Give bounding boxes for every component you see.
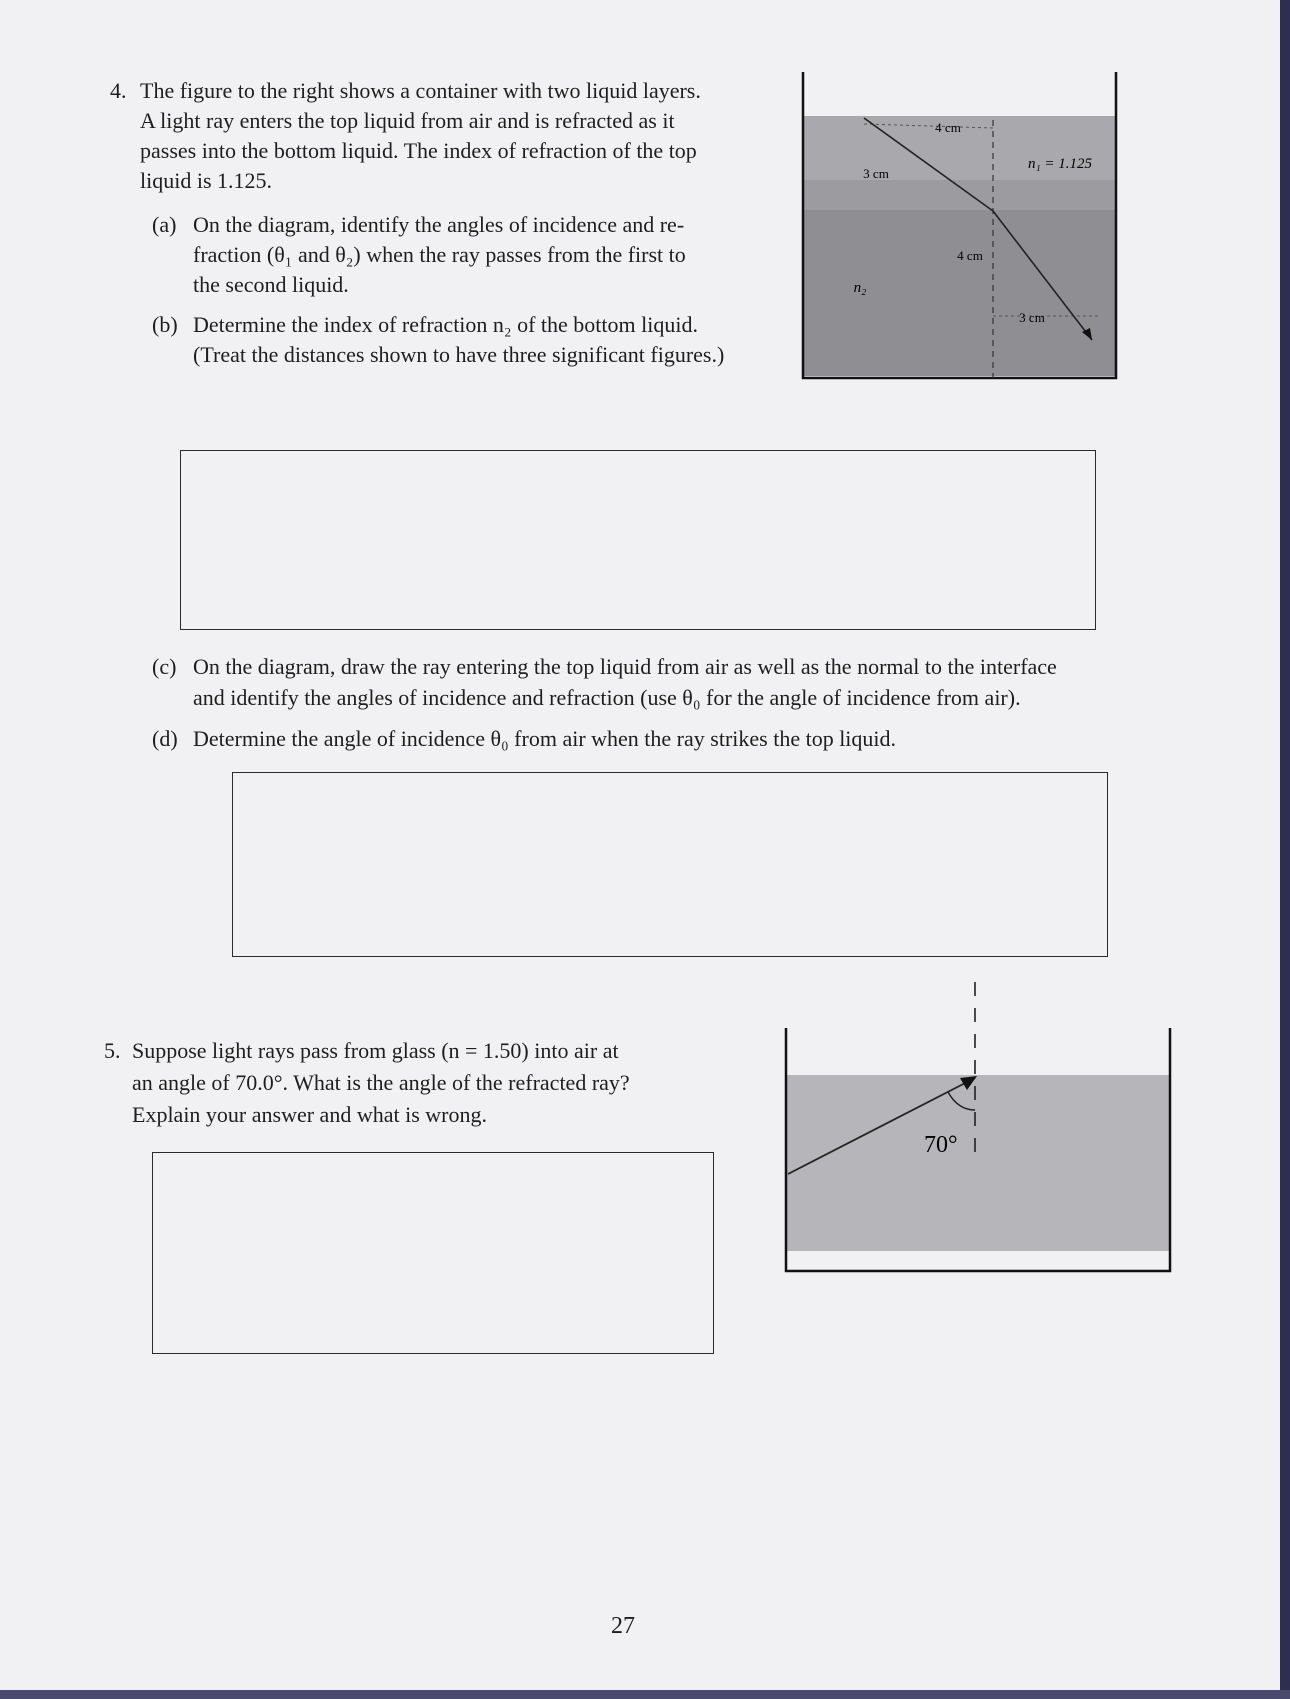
bottom-width-label: 4 cm [957, 248, 983, 263]
bottom-depth-label: 3 cm [1019, 310, 1045, 325]
question-5-line-3: Explain your answer and what is wrong. [132, 1102, 487, 1127]
glass-to-air-diagram [782, 980, 1174, 1276]
question-5-line-2: an angle of 70.0°. What is the angle of the refracted ray? [132, 1070, 630, 1095]
question-5-line-1: Suppose light rays pass from glass (n = 1.50) into air at [132, 1038, 619, 1063]
page-number: 27 [611, 1613, 635, 1639]
part-a-label: (a) [152, 212, 177, 237]
part-a-line-3: the second liquid. [193, 272, 349, 297]
question-4-stem-line-1: The figure to the right shows a container with two liquid layers. [140, 78, 701, 103]
question-4-number: 4. [110, 78, 127, 103]
glass-region [786, 1075, 1169, 1251]
question-4-stem-line-3: passes into the bottom liquid. The index of refraction of the top [140, 138, 697, 163]
question-5-number: 5. [104, 1038, 121, 1063]
bottom-liquid-layer [803, 210, 1115, 376]
part-b-line-2: (Treat the distances shown to have three significant figures.) [193, 342, 725, 367]
part-b-label: (b) [152, 312, 178, 337]
part-d-label: (d) [152, 726, 178, 751]
angle-label-70: 70° [924, 1132, 958, 1158]
n1-label: n₁ = 1.125 [1027, 156, 1093, 172]
answer-box-part-b[interactable] [180, 450, 1096, 630]
desk-edge-bottom [0, 1690, 1290, 1699]
top-depth-label: 3 cm [863, 166, 889, 181]
n2-label: n₂ [853, 280, 867, 296]
question-4-stem-line-4: liquid is 1.125. [140, 168, 273, 193]
liquid-interface-band [803, 180, 1115, 210]
answer-box-question-5[interactable] [152, 1152, 714, 1354]
part-b-line-1: Determine the index of refraction n₂ of the bottom liquid. [193, 312, 698, 337]
part-c-label: (c) [152, 654, 177, 679]
part-c-line-2: and identify the angles of incidence and refraction (use θ₀ for the angle of incidence from air). [193, 685, 1021, 710]
part-a-line-2: fraction (θ₁ and θ₂) when the ray passes from the first to [193, 242, 686, 267]
desk-edge-right [1280, 0, 1290, 1699]
two-liquid-container-diagram [800, 70, 1120, 382]
top-width-label: 4 cm [935, 120, 961, 135]
part-a-line-1: On the diagram, identify the angles of incidence and re- [193, 212, 685, 237]
answer-box-part-d[interactable] [232, 772, 1108, 957]
part-c-line-1: On the diagram, draw the ray entering the top liquid from air as well as the normal to the interface [193, 654, 1057, 679]
question-4-stem-line-2: A light ray enters the top liquid from air and is refracted as it [140, 108, 675, 133]
part-d-line-1: Determine the angle of incidence θ₀ from air when the ray strikes the top liquid. [193, 726, 897, 751]
